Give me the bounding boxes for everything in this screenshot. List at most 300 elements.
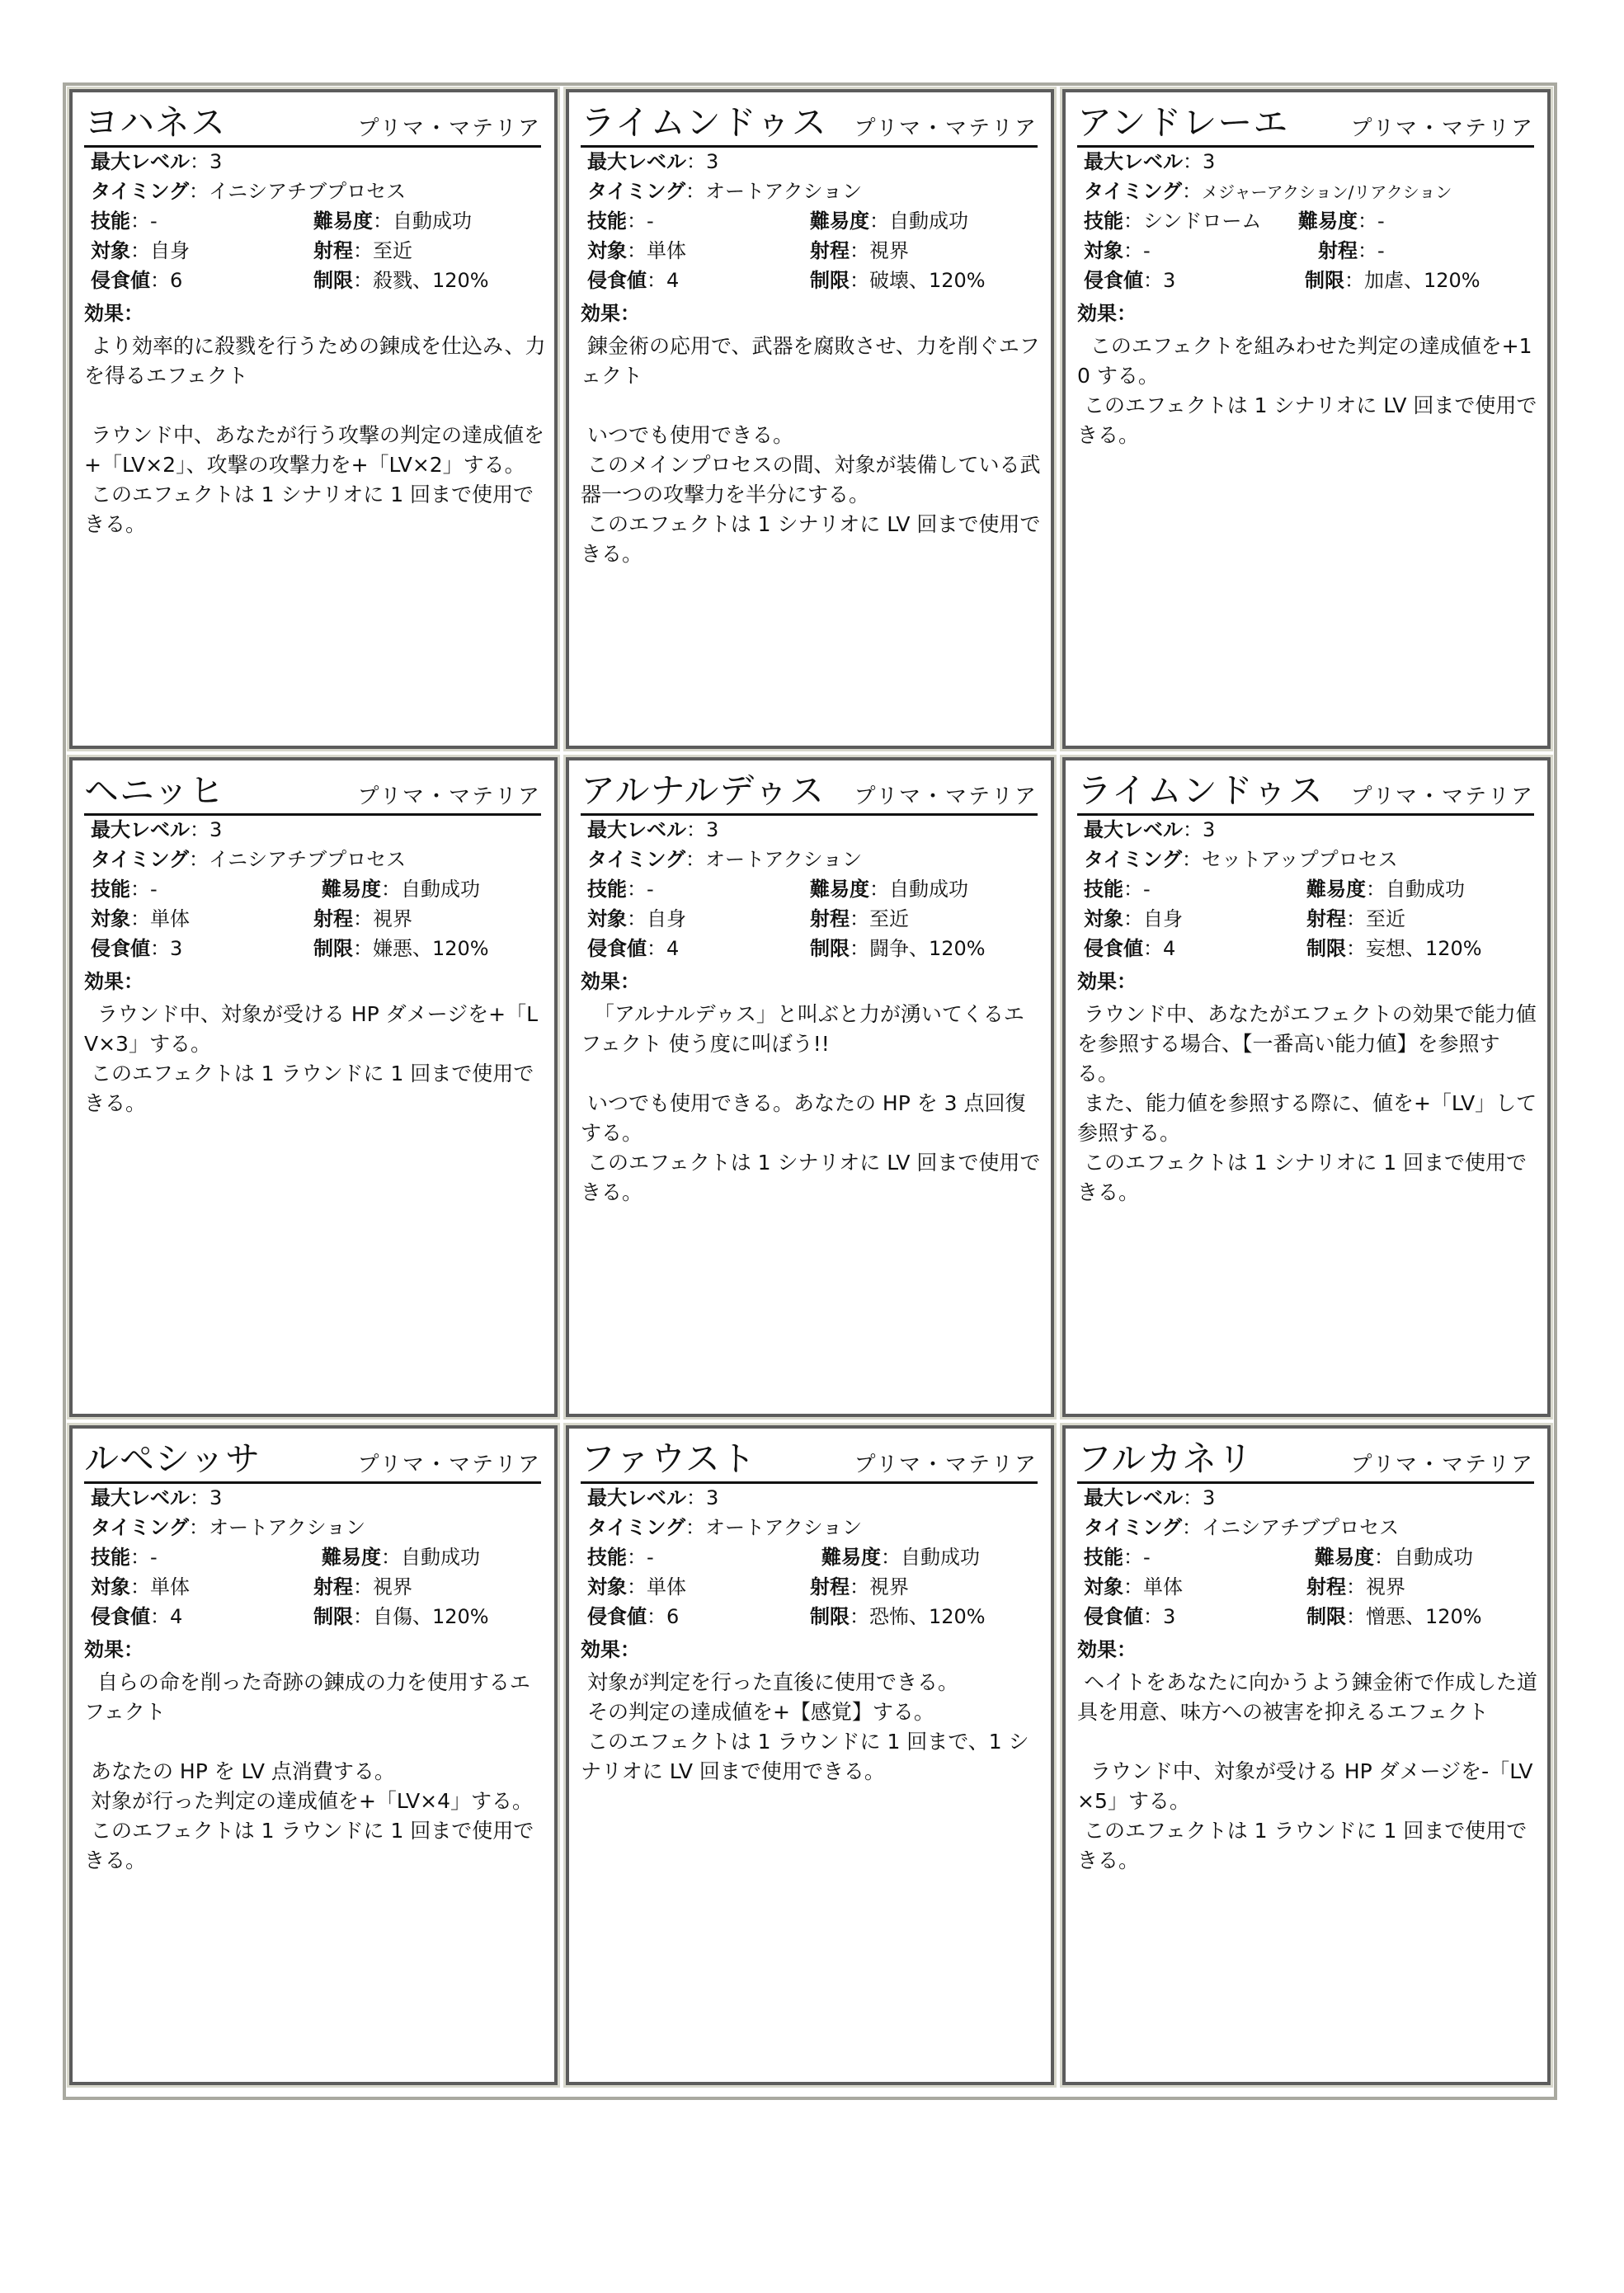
limit-label: 制限 bbox=[810, 269, 850, 292]
limit-row bbox=[810, 934, 986, 963]
effect-card bbox=[566, 1425, 1054, 2085]
separator: ： bbox=[850, 239, 869, 262]
card-category: プリマ・マテリア bbox=[1350, 116, 1534, 141]
limit-value: 憎悪、120% bbox=[1366, 1605, 1482, 1628]
erosion-row bbox=[91, 1602, 182, 1631]
max-level-label: 最大レベル bbox=[587, 150, 686, 173]
effect-heading bbox=[581, 967, 640, 996]
limit-row bbox=[810, 266, 986, 295]
skill-value: シンドローム bbox=[1143, 210, 1262, 233]
target-row bbox=[91, 236, 190, 266]
separator: ： bbox=[647, 1605, 666, 1628]
skill-row bbox=[91, 1542, 158, 1572]
separator: ： bbox=[850, 907, 869, 930]
separator: ： bbox=[620, 302, 640, 325]
max-level-value: 3 bbox=[706, 818, 719, 841]
separator: ： bbox=[1123, 878, 1143, 901]
separator: ： bbox=[381, 1546, 401, 1569]
limit-value: 闘争、120% bbox=[869, 937, 986, 960]
timing-row bbox=[587, 177, 862, 206]
target-row bbox=[91, 1572, 190, 1602]
erosion-row bbox=[1084, 934, 1175, 963]
timing-row bbox=[587, 845, 862, 874]
separator: ： bbox=[1117, 302, 1137, 325]
max-level-row bbox=[1084, 815, 1215, 845]
timing-label: タイミング bbox=[1084, 180, 1183, 203]
timing-value: オートアクション bbox=[705, 1516, 863, 1539]
erosion-value: 6 bbox=[666, 1605, 680, 1628]
effect-description: 「アルナルデゥス」と叫ぶと力が湧いてくるエフェクト 使う度に叫ぼう!! いつでも使用できる。あなたの HP を 3 点回復する。 このエフェクトは 1 シナリオに LV 回まで使用できる。 bbox=[581, 1002, 1041, 1204]
erosion-label: 侵食値 bbox=[91, 937, 150, 960]
separator: ： bbox=[686, 150, 706, 173]
max-level-value: 3 bbox=[209, 150, 223, 173]
skill-label: 技能 bbox=[587, 210, 627, 233]
effect-card bbox=[1062, 1425, 1551, 2085]
skill-value: - bbox=[647, 210, 654, 233]
difficulty-row bbox=[1315, 1542, 1473, 1572]
skill-label: 技能 bbox=[91, 210, 130, 233]
timing-row bbox=[587, 1513, 862, 1542]
separator: ： bbox=[869, 878, 889, 901]
card-header bbox=[581, 765, 1038, 816]
skill-value: - bbox=[1143, 1546, 1151, 1569]
target-row bbox=[1084, 1572, 1183, 1602]
separator: ： bbox=[627, 878, 647, 901]
limit-label: 制限 bbox=[313, 269, 353, 292]
skill-value: - bbox=[150, 878, 158, 901]
erosion-label: 侵食値 bbox=[1084, 937, 1143, 960]
max-level-value: 3 bbox=[1203, 150, 1216, 173]
effect-heading bbox=[84, 967, 144, 996]
max-level-label: 最大レベル bbox=[91, 818, 190, 841]
range-row bbox=[313, 904, 412, 934]
range-value: 視界 bbox=[869, 239, 909, 262]
erosion-row bbox=[1084, 1602, 1175, 1631]
target-value: 単体 bbox=[647, 239, 686, 262]
range-value: 視界 bbox=[1366, 1575, 1405, 1599]
difficulty-label: 難易度 bbox=[810, 210, 869, 233]
difficulty-value: 自動成功 bbox=[401, 878, 480, 901]
erosion-label: 侵食値 bbox=[587, 269, 647, 292]
skill-label: 技能 bbox=[1084, 210, 1123, 233]
max-level-row bbox=[587, 147, 718, 177]
range-label: 射程 bbox=[810, 907, 850, 930]
target-label: 対象 bbox=[91, 239, 130, 262]
target-row bbox=[1084, 904, 1183, 934]
separator: ： bbox=[353, 1605, 373, 1628]
effect-label: 効果 bbox=[84, 302, 124, 325]
range-row bbox=[1306, 904, 1405, 934]
separator: ： bbox=[850, 269, 869, 292]
target-label: 対象 bbox=[587, 1575, 627, 1599]
card-header bbox=[1077, 765, 1534, 816]
max-level-label: 最大レベル bbox=[1084, 1486, 1183, 1509]
difficulty-value: 自動成功 bbox=[401, 1546, 480, 1569]
effect-label: 効果 bbox=[84, 1638, 124, 1661]
card-name: ライムンドゥス bbox=[1077, 770, 1324, 811]
max-level-label: 最大レベル bbox=[587, 818, 686, 841]
separator: ： bbox=[1123, 210, 1143, 233]
limit-label: 制限 bbox=[313, 937, 353, 960]
difficulty-label: 難易度 bbox=[322, 878, 381, 901]
skill-row bbox=[1084, 1542, 1151, 1572]
separator: ： bbox=[627, 907, 647, 930]
separator: ： bbox=[353, 239, 373, 262]
effect-heading bbox=[1077, 967, 1137, 996]
target-label: 対象 bbox=[1084, 239, 1123, 262]
card-header bbox=[84, 765, 541, 816]
max-level-row bbox=[91, 1483, 222, 1513]
range-value: - bbox=[1377, 239, 1385, 262]
limit-value: 自傷、120% bbox=[373, 1605, 489, 1628]
effect-label: 効果 bbox=[1077, 970, 1117, 993]
separator: ： bbox=[1183, 818, 1203, 841]
erosion-row bbox=[587, 266, 679, 295]
separator: ： bbox=[1123, 239, 1143, 262]
skill-label: 技能 bbox=[1084, 878, 1123, 901]
separator: ： bbox=[1346, 937, 1366, 960]
erosion-label: 侵食値 bbox=[587, 1605, 647, 1628]
target-value: 自身 bbox=[150, 239, 190, 262]
difficulty-row bbox=[322, 874, 480, 904]
separator: ： bbox=[627, 1575, 647, 1599]
effect-card bbox=[69, 757, 558, 1417]
card-category: プリマ・マテリア bbox=[1350, 784, 1534, 809]
timing-label: タイミング bbox=[1084, 1516, 1183, 1539]
erosion-value: 4 bbox=[1163, 937, 1176, 960]
range-label: 射程 bbox=[810, 239, 850, 262]
skill-label: 技能 bbox=[587, 1546, 627, 1569]
separator: ： bbox=[685, 848, 706, 871]
separator: ： bbox=[1346, 1575, 1366, 1599]
target-label: 対象 bbox=[91, 907, 130, 930]
range-value: 視界 bbox=[373, 907, 412, 930]
max-level-label: 最大レベル bbox=[587, 1486, 686, 1509]
separator: ： bbox=[850, 1575, 869, 1599]
separator: ： bbox=[850, 1605, 869, 1628]
effect-heading bbox=[581, 1635, 640, 1664]
separator: ： bbox=[881, 1546, 901, 1569]
effect-description: 自らの命を削った奇跡の錬成の力を使用するエフェクト あなたの HP を LV 点消費する。 対象が行った判定の達成値を+「LV×4」する。 このエフェクトは 1 ラウンドに 1 回まで使用できる。 bbox=[84, 1670, 534, 1872]
target-value: 自身 bbox=[647, 907, 686, 930]
range-value: 至近 bbox=[1366, 907, 1405, 930]
timing-row bbox=[91, 177, 406, 206]
skill-label: 技能 bbox=[91, 1546, 130, 1569]
limit-row bbox=[810, 1602, 986, 1631]
effect-heading bbox=[84, 299, 144, 328]
target-row bbox=[91, 904, 190, 934]
range-row bbox=[1306, 1572, 1405, 1602]
effect-label: 効果 bbox=[1077, 302, 1117, 325]
card-name: アルナルデゥス bbox=[581, 770, 825, 811]
separator: ： bbox=[150, 1605, 170, 1628]
difficulty-value: 自動成功 bbox=[393, 210, 472, 233]
max-level-label: 最大レベル bbox=[1084, 150, 1183, 173]
separator: ： bbox=[1182, 180, 1203, 203]
erosion-value: 3 bbox=[1163, 1605, 1176, 1628]
card-category: プリマ・マテリア bbox=[854, 116, 1038, 141]
limit-value: 妄想、120% bbox=[1366, 937, 1482, 960]
target-value: 単体 bbox=[647, 1575, 686, 1599]
timing-row bbox=[1084, 845, 1398, 874]
range-value: 視界 bbox=[373, 1575, 412, 1599]
difficulty-label: 難易度 bbox=[322, 1546, 381, 1569]
timing-label: タイミング bbox=[587, 180, 686, 203]
erosion-value: 4 bbox=[666, 937, 680, 960]
timing-label: タイミング bbox=[1084, 848, 1183, 871]
skill-row bbox=[1084, 874, 1151, 904]
limit-row bbox=[313, 266, 489, 295]
effect-description: ヘイトをあなたに向かうよう錬金術で作成した道具を用意、味方への被害を抑えるエフェクト ラウンド中、対象が受ける HP ダメージを-「LV×5」する。 このエフェクトは 1 ラウンドに 1 回まで使用できる。 bbox=[1077, 1670, 1537, 1872]
erosion-label: 侵食値 bbox=[1084, 269, 1143, 292]
erosion-label: 侵食値 bbox=[91, 1605, 150, 1628]
effect-description: 対象が判定を行った直後に使用できる。 その判定の達成値を+【感覚】する。 このエフェクトは 1 ラウンドに 1 回まで、1 シナリオに LV 回まで使用できる。 bbox=[581, 1670, 1029, 1783]
erosion-row bbox=[1084, 266, 1175, 295]
skill-row bbox=[91, 874, 158, 904]
timing-value: イニシアチブプロセス bbox=[1202, 1516, 1400, 1539]
max-level-row bbox=[91, 147, 222, 177]
difficulty-row bbox=[821, 1542, 980, 1572]
difficulty-value: 自動成功 bbox=[889, 210, 968, 233]
difficulty-row bbox=[313, 206, 472, 236]
range-row bbox=[313, 236, 412, 266]
separator: ： bbox=[685, 180, 706, 203]
card-category: プリマ・マテリア bbox=[854, 1453, 1038, 1477]
card-name: ファウスト bbox=[581, 1438, 756, 1479]
separator: ： bbox=[1143, 937, 1163, 960]
erosion-row bbox=[587, 934, 679, 963]
target-row bbox=[587, 1572, 686, 1602]
erosion-value: 6 bbox=[170, 269, 183, 292]
timing-row bbox=[1084, 177, 1452, 207]
separator: ： bbox=[353, 907, 373, 930]
separator: ： bbox=[685, 1516, 706, 1539]
limit-row bbox=[1306, 934, 1482, 963]
max-level-value: 3 bbox=[209, 1486, 223, 1509]
separator: ： bbox=[1344, 269, 1364, 292]
range-value: 至近 bbox=[373, 239, 412, 262]
difficulty-label: 難易度 bbox=[1298, 210, 1358, 233]
target-label: 対象 bbox=[1084, 1575, 1123, 1599]
separator: ： bbox=[1366, 878, 1386, 901]
effect-heading bbox=[1077, 1635, 1137, 1664]
difficulty-row bbox=[322, 1542, 480, 1572]
separator: ： bbox=[620, 1638, 640, 1661]
target-label: 対象 bbox=[91, 1575, 130, 1599]
timing-value: セットアッププロセス bbox=[1202, 848, 1398, 871]
separator: ： bbox=[627, 210, 647, 233]
range-row bbox=[313, 1572, 412, 1602]
max-level-value: 3 bbox=[706, 150, 719, 173]
max-level-row bbox=[587, 815, 718, 845]
max-level-value: 3 bbox=[1203, 818, 1216, 841]
separator: ： bbox=[190, 1486, 209, 1509]
target-value: - bbox=[1143, 239, 1151, 262]
difficulty-row bbox=[810, 206, 968, 236]
separator: ： bbox=[189, 848, 209, 871]
timing-label: タイミング bbox=[587, 1516, 686, 1539]
effect-heading bbox=[581, 299, 640, 328]
timing-label: タイミング bbox=[587, 848, 686, 871]
card-header bbox=[1077, 1434, 1534, 1484]
separator: ： bbox=[1358, 239, 1377, 262]
effect-description: このエフェクトを組みわせた判定の達成値を+10 する。 このエフェクトは 1 シナリオに LV 回まで使用できる。 bbox=[1077, 334, 1537, 447]
effect-label: 効果 bbox=[581, 1638, 620, 1661]
card-category: プリマ・マテリア bbox=[357, 116, 541, 141]
separator: ： bbox=[1346, 907, 1366, 930]
difficulty-label: 難易度 bbox=[1315, 1546, 1374, 1569]
difficulty-row bbox=[1298, 206, 1385, 236]
separator: ： bbox=[124, 970, 144, 993]
limit-value: 恐怖、120% bbox=[869, 1605, 986, 1628]
range-label: 射程 bbox=[810, 1575, 850, 1599]
card-category: プリマ・マテリア bbox=[357, 1453, 541, 1477]
max-level-label: 最大レベル bbox=[91, 1486, 190, 1509]
separator: ： bbox=[130, 1546, 150, 1569]
difficulty-row bbox=[810, 874, 968, 904]
range-row bbox=[810, 1572, 909, 1602]
limit-row bbox=[1306, 1602, 1482, 1631]
erosion-label: 侵食値 bbox=[91, 269, 150, 292]
erosion-value: 3 bbox=[170, 937, 183, 960]
separator: ： bbox=[353, 937, 373, 960]
limit-value: 殺戮、120% bbox=[373, 269, 489, 292]
limit-row bbox=[313, 1602, 489, 1631]
target-value: 自身 bbox=[1143, 907, 1183, 930]
card-header bbox=[581, 1434, 1038, 1484]
separator: ： bbox=[190, 150, 209, 173]
effect-description: より効率的に殺戮を行うための錬成を仕込み、力を得るエフェクト ラウンド中、あなたが行う攻撃の判定の達成値を+「LV×2」、攻撃の攻撃力を+「LV×2」する。 このエフェクトは 1 シナリオに 1 回まで使用できる。 bbox=[84, 334, 546, 536]
timing-label: タイミング bbox=[91, 1516, 190, 1539]
skill-row bbox=[1084, 206, 1261, 236]
separator: ： bbox=[1182, 848, 1203, 871]
separator: ： bbox=[686, 1486, 706, 1509]
range-row bbox=[810, 904, 909, 934]
separator: ： bbox=[190, 818, 209, 841]
target-label: 対象 bbox=[1084, 907, 1123, 930]
limit-label: 制限 bbox=[810, 1605, 850, 1628]
separator: ： bbox=[189, 180, 209, 203]
difficulty-value: 自動成功 bbox=[1386, 878, 1465, 901]
skill-row bbox=[587, 874, 654, 904]
max-level-row bbox=[1084, 1483, 1215, 1513]
separator: ： bbox=[124, 1638, 144, 1661]
limit-row bbox=[313, 934, 489, 963]
timing-label: タイミング bbox=[91, 180, 190, 203]
erosion-value: 4 bbox=[170, 1605, 183, 1628]
separator: ： bbox=[1123, 907, 1143, 930]
separator: ： bbox=[1183, 150, 1203, 173]
effect-card bbox=[69, 1425, 558, 2085]
separator: ： bbox=[130, 907, 150, 930]
separator: ： bbox=[1123, 1575, 1143, 1599]
separator: ： bbox=[124, 302, 144, 325]
timing-value: オートアクション bbox=[705, 848, 863, 871]
effect-label: 効果 bbox=[581, 970, 620, 993]
separator: ： bbox=[686, 818, 706, 841]
separator: ： bbox=[627, 239, 647, 262]
range-label: 射程 bbox=[313, 239, 353, 262]
card-name: ルペシッサ bbox=[84, 1438, 261, 1479]
timing-value: オートアクション bbox=[705, 180, 863, 203]
separator: ： bbox=[1358, 210, 1377, 233]
effect-description: ラウンド中、あなたがエフェクトの効果で能力値を参照する場合、【一番高い能力値】を参照する。 また、能力値を参照する際に、値を+「LV」して参照する。 このエフェクトは 1 シナリオに 1 回まで使用できる。 bbox=[1077, 1002, 1537, 1204]
limit-label: 制限 bbox=[1306, 1605, 1346, 1628]
separator: ： bbox=[189, 1516, 209, 1539]
effect-label: 効果 bbox=[84, 970, 124, 993]
separator: ： bbox=[869, 210, 889, 233]
erosion-label: 侵食値 bbox=[587, 937, 647, 960]
erosion-value: 4 bbox=[666, 269, 680, 292]
effect-label: 効果 bbox=[581, 302, 620, 325]
separator: ： bbox=[620, 970, 640, 993]
limit-label: 制限 bbox=[810, 937, 850, 960]
separator: ： bbox=[850, 937, 869, 960]
separator: ： bbox=[1183, 1486, 1203, 1509]
skill-label: 技能 bbox=[91, 878, 130, 901]
difficulty-row bbox=[1306, 874, 1465, 904]
skill-row bbox=[587, 1542, 654, 1572]
max-level-label: 最大レベル bbox=[91, 150, 190, 173]
limit-label: 制限 bbox=[1306, 937, 1346, 960]
separator: ： bbox=[1143, 269, 1163, 292]
timing-label: タイミング bbox=[91, 848, 190, 871]
limit-value: 嫌悪、120% bbox=[373, 937, 489, 960]
difficulty-value: - bbox=[1377, 210, 1385, 233]
separator: ： bbox=[130, 878, 150, 901]
separator: ： bbox=[1346, 1605, 1366, 1628]
timing-row bbox=[91, 845, 406, 874]
difficulty-label: 難易度 bbox=[313, 210, 373, 233]
skill-row bbox=[91, 206, 158, 236]
card-category: プリマ・マテリア bbox=[357, 784, 541, 809]
separator: ： bbox=[1182, 1516, 1203, 1539]
target-value: 単体 bbox=[1143, 1575, 1183, 1599]
target-row bbox=[587, 904, 686, 934]
limit-row bbox=[1305, 266, 1480, 295]
timing-value: イニシアチブプロセス bbox=[209, 180, 407, 203]
target-row bbox=[1084, 236, 1151, 266]
range-label: 射程 bbox=[1306, 907, 1346, 930]
skill-label: 技能 bbox=[587, 878, 627, 901]
separator: ： bbox=[130, 210, 150, 233]
limit-label: 制限 bbox=[1305, 269, 1344, 292]
erosion-row bbox=[91, 934, 182, 963]
card-name: フルカネリ bbox=[1077, 1438, 1254, 1479]
range-value: 至近 bbox=[869, 907, 909, 930]
max-level-row bbox=[587, 1483, 718, 1513]
difficulty-label: 難易度 bbox=[1306, 878, 1366, 901]
separator: ： bbox=[353, 1575, 373, 1599]
limit-value: 加虐、120% bbox=[1364, 269, 1480, 292]
separator: ： bbox=[627, 1546, 647, 1569]
separator: ： bbox=[130, 239, 150, 262]
max-level-label: 最大レベル bbox=[1084, 818, 1183, 841]
card-category: プリマ・マテリア bbox=[1350, 1453, 1534, 1477]
card-header bbox=[1077, 97, 1534, 148]
timing-value: オートアクション bbox=[209, 1516, 366, 1539]
target-label: 対象 bbox=[587, 239, 627, 262]
effect-heading bbox=[1077, 299, 1137, 328]
timing-row bbox=[1084, 1513, 1399, 1542]
separator: ： bbox=[130, 1575, 150, 1599]
card-name: アンドレーエ bbox=[1077, 102, 1289, 143]
effect-label: 効果 bbox=[1077, 1638, 1117, 1661]
target-label: 対象 bbox=[587, 907, 627, 930]
card-header bbox=[581, 97, 1038, 148]
effect-description: ラウンド中、対象が受ける HP ダメージを+「LV×3」する。 このエフェクトは 1 ラウンドに 1 回まで使用できる。 bbox=[84, 1002, 539, 1115]
target-value: 単体 bbox=[150, 1575, 190, 1599]
